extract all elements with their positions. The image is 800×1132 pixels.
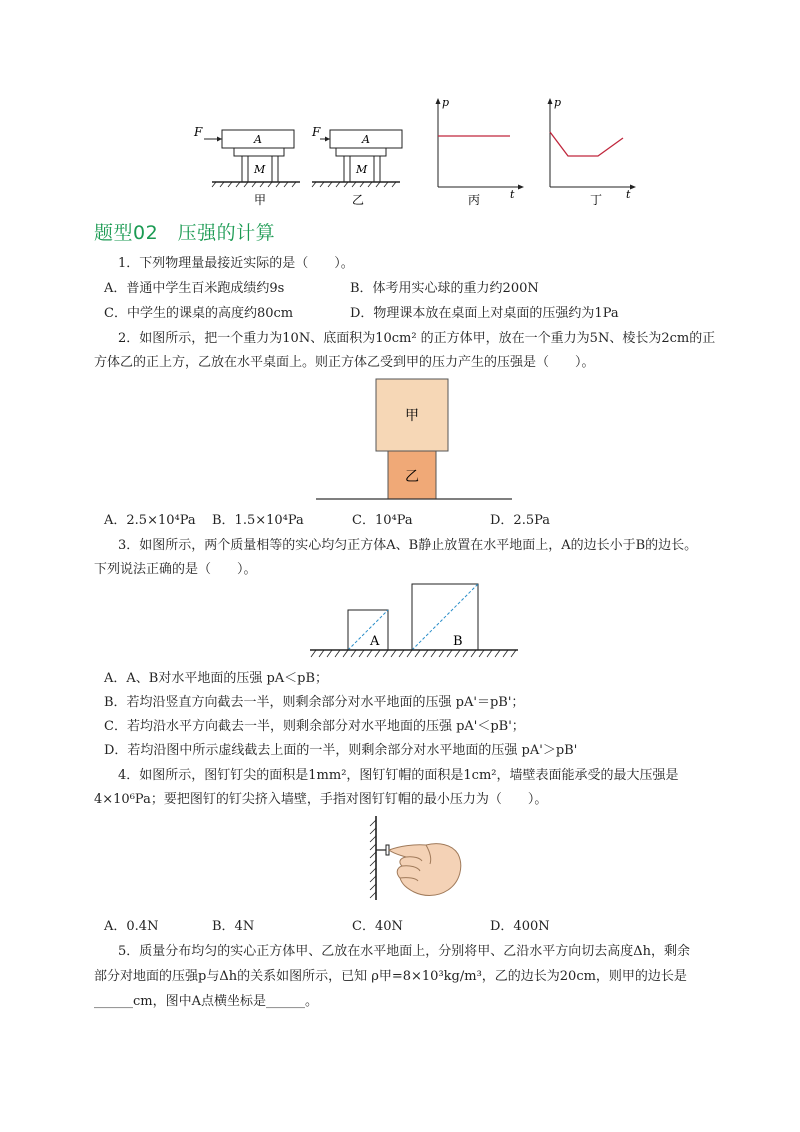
block-m-label-yi: M <box>356 163 368 176</box>
figure-bing-caption: 丙 <box>468 193 481 207</box>
q2-option-b: B．1.5×10⁴Pa <box>212 513 304 528</box>
figure-yi-caption: 乙 <box>352 193 365 207</box>
q5-line1: 5．质量分布均匀的实心正方体甲、乙放在水平地面上，分别将甲、乙沿水平方向切去高度Δh，剩余 <box>118 944 691 959</box>
figure-yi <box>311 125 402 207</box>
wall-hatching <box>370 820 376 898</box>
figure-jia <box>193 125 300 207</box>
top-figures <box>180 92 650 212</box>
q3-line1: 3．如图所示，两个质量相等的实心均匀正方体A、B静止放置在水平地面上，A的边长小于B的边长。 <box>118 538 698 553</box>
q3-option-b: B．若均沿竖直方向截去一半，则剩余部分对水平地面的压强 pA'＝pB'； <box>104 695 525 710</box>
q4-option-d: D．400N <box>490 919 550 934</box>
q2-cube-yi-label: 乙 <box>405 469 419 485</box>
q3-cube-b-label: B <box>453 634 463 649</box>
force-label-jia: F <box>194 125 203 139</box>
q2-option-d: D．2.5Pa <box>490 513 551 528</box>
q2-figure <box>314 376 514 502</box>
section-title: 题型02 压强的计算 <box>94 222 276 244</box>
q4-line1: 4．如图所示，图钉钉尖的面积是1mm²，图钉钉帽的面积是1cm²，墙壁表面能承受的最大压强是 <box>118 768 679 783</box>
hand-icon <box>389 844 461 896</box>
q1-option-a: A．普通中学生百米跑成绩约9s <box>104 281 285 296</box>
q2-line2: 方体乙的正上方，乙放在水平桌面上。则正方体乙受到甲的压力产生的压强是（ ）。 <box>94 355 595 370</box>
q1-stem: 1．下列物理量最接近实际的是（ ）。 <box>118 256 354 271</box>
q5-line3: ______cm，图中A点横坐标是______。 <box>94 994 318 1009</box>
q2-option-a: A．2.5×10⁴Pa <box>104 513 196 528</box>
q1-option-b: B．体考用实心球的重力约200N <box>350 281 539 296</box>
figure-ding-caption: 丁 <box>590 193 603 207</box>
q4-option-c: C．40N <box>352 919 403 934</box>
q3-option-c: C．若均沿水平方向截去一半，则剩余部分对水平地面的压强 pA'＜pB'； <box>104 719 525 734</box>
block-a-label-yi: A <box>362 133 370 146</box>
block-a-label-jia: A <box>254 133 262 146</box>
q3-figure <box>308 580 520 660</box>
q2-option-c: C．10⁴Pa <box>352 513 413 528</box>
axis-p-bing: p <box>442 96 450 109</box>
axis-p-ding: p <box>554 96 562 109</box>
q3-line2: 下列说法正确的是（ ）。 <box>94 562 257 577</box>
figure-bing <box>436 96 525 207</box>
q4-option-b: B．4N <box>212 919 255 934</box>
q3-option-a: A．A、B对水平地面的压强 pA＜pB； <box>104 671 329 686</box>
figure-ding <box>548 96 637 207</box>
q4-option-a: A．0.4N <box>104 919 159 934</box>
q2-line1: 2．如图所示，把一个重力为10N、底面积为10cm² 的正方体甲，放在一个重力为5N、棱长为2cm的正 <box>118 331 716 346</box>
q3-option-d: D．若均沿图中所示虚线截去上面的一半，则剩余部分对水平地面的压强 pA'＞pB' <box>104 743 578 758</box>
q4-line2: 4×10⁶Pa；要把图钉的钉尖挤入墙壁，手指对图钉钉帽的最小压力为（ ）。 <box>94 792 548 807</box>
force-label-yi: F <box>312 125 321 139</box>
block-m-label-jia: M <box>254 163 266 176</box>
q1-option-d: D．物理课本放在桌面上对桌面的压强约为1Pa <box>350 306 619 321</box>
q5-line2: 部分对地面的压强p与Δh的关系如图所示，已知 ρ甲=8×10³kg/m³，乙的边长为20cm，则甲的边长是 <box>94 969 687 984</box>
q2-cube-jia-label: 甲 <box>405 408 419 424</box>
thumbtack-icon <box>376 845 389 855</box>
axis-t-ding: t <box>626 188 631 201</box>
figure-jia-caption: 甲 <box>254 193 267 207</box>
q1-option-c: C．中学生的课桌的高度约80cm <box>104 306 294 321</box>
axis-t-bing: t <box>510 188 515 201</box>
q4-figure <box>360 814 470 904</box>
q3-cube-a-label: A <box>370 634 380 649</box>
